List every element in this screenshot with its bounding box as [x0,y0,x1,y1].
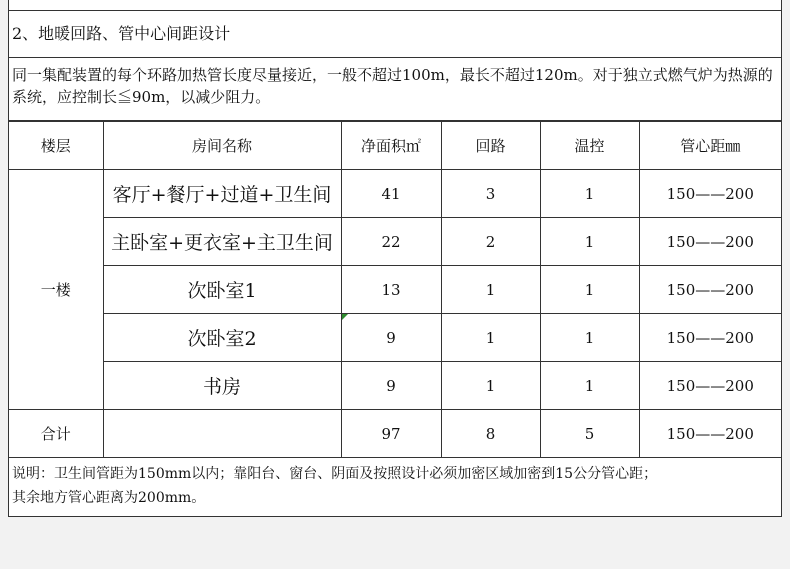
header-room-name: 房间名称 [103,122,341,170]
explanation-note [9,458,781,517]
total-row [9,410,781,458]
loops-cell: 3 [441,170,540,218]
area-cell: 22 [341,218,441,266]
room-name-cell: 次卧室1 [103,266,341,314]
spacing-cell: 150——200 [639,218,781,266]
section-title: 2、地暖回路、管中心间距设计 [9,11,781,58]
table-row [9,362,781,410]
header-thermostat: 温控 [540,122,639,170]
table-row [9,314,781,362]
area-cell: 13 [341,266,441,314]
room-name-cell: 主卧室+更衣室+主卫生间 [103,218,341,266]
table-row [9,218,781,266]
total-area-cell: 97 [341,410,441,458]
spacing-cell: 150——200 [639,362,781,410]
loops-cell: 1 [441,266,540,314]
room-name-cell: 书房 [103,362,341,410]
total-loops-cell: 8 [441,410,540,458]
total-room-cell [103,410,341,458]
area-cell: 9 [341,362,441,410]
area-cell: 9 [341,314,441,362]
table-header-row [9,122,781,170]
room-name-cell: 次卧室2 [103,314,341,362]
note-line-2: 其余地方管心距离为200mm。 [12,490,206,506]
thermostat-cell: 1 [540,314,639,362]
table-row [9,266,781,314]
thermostat-cell: 1 [540,362,639,410]
heating-design-sheet [8,0,782,517]
thermostat-cell: 1 [540,218,639,266]
header-floor: 楼层 [9,122,103,170]
loops-cell: 1 [441,362,540,410]
loop-design-table [9,121,781,458]
loops-cell: 1 [441,314,540,362]
room-name-cell: 客厅+餐厅+过道+卫生间 [103,170,341,218]
total-thermostat-cell: 5 [540,410,639,458]
loops-cell: 2 [441,218,540,266]
spacing-cell: 150——200 [639,170,781,218]
table-row [9,170,781,218]
thermostat-cell: 1 [540,170,639,218]
floor-cell: 一楼 [9,170,103,410]
thermostat-cell: 1 [540,266,639,314]
spacing-cell: 150——200 [639,314,781,362]
top-strip [9,0,781,11]
header-loops: 回路 [441,122,540,170]
area-cell: 41 [341,170,441,218]
header-pipe-spacing: 管心距㎜ [639,122,781,170]
spacing-cell: 150——200 [639,266,781,314]
intro-paragraph: 同一集配装置的每个环路加热管长度尽量接近，一般不超过100m，最长不超过120m。对于独立式燃气炉为热源的系统，应控制长≦90m，以减少阻力。 [9,58,781,121]
total-spacing-cell: 150——200 [639,410,781,458]
header-area: 净面积㎡ [341,122,441,170]
total-label-cell: 合计 [9,410,103,458]
note-line-1: 说明：卫生间管距为150mm以内；靠阳台、窗台、阴面及按照设计必须加密区域加密到15公分管心距； [12,466,658,482]
